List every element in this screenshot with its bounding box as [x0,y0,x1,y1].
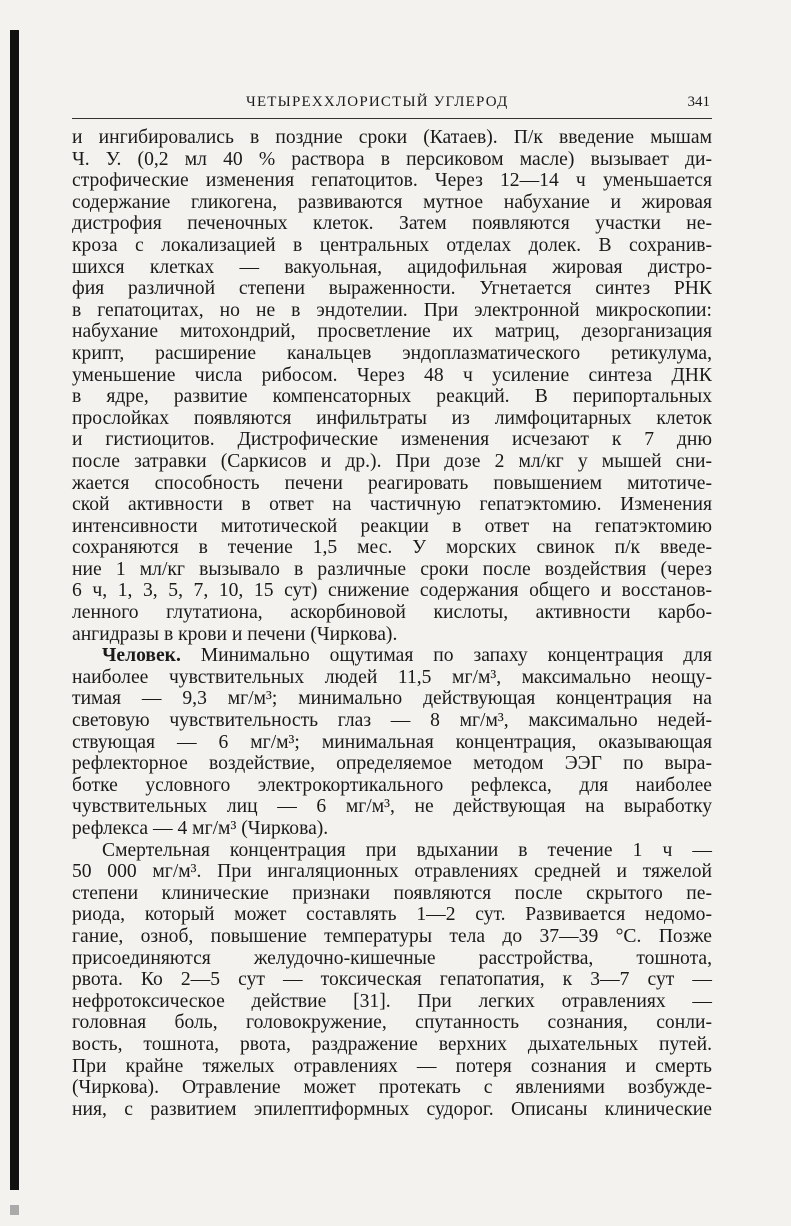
text-line: и ингибировались в поздние сроки (Катаев). П/к введение мышам [72,127,712,148]
page-binding-edge [10,30,19,1190]
text-line: интенсивности митотической реакции в ответ на гепатэктомию [72,515,712,537]
section-term: Человек. [102,645,181,667]
text-line: Ч. У. (0,2 мл 40 % раствора в персиковом масле) вызывает ди- [72,148,712,170]
text-line: жается способность печени реагировать повышением митотиче- [72,472,712,494]
text-line: световую чувствительность глаз — 8 мг/м³, максимально недей- [72,710,712,732]
text-line: и гистиоцитов. Дистрофические изменения исчезают к 7 дню [72,429,712,451]
text-line: ствующая — 6 мг/м³; минимальная концентрация, оказывающая [72,731,712,753]
text-line: При крайне тяжелых отравлениях — потеря сознания и смерть [72,1055,712,1077]
header-rule [72,118,712,119]
text-line: шихся клетках — вакуольная, ацидофильная жировая дистро- [72,256,712,278]
text-line: содержание гликогена, развиваются мутное набухание и жировая [72,191,712,213]
text-line: (Чиркова). Отравление может протекать с явлениями возбужде- [72,1077,712,1099]
text-line: головная боль, головокружение, спутанность сознания, сонли- [72,1012,712,1034]
text-line: нефротоксическое действие [31]. При легких отравлениях — [72,990,712,1012]
text-line: сохраняются в течение 1,5 мес. У морских свинок п/к введе- [72,537,712,559]
text-line: наиболее чувствительных людей 11,5 мг/м³, максимально неощу- [72,666,712,688]
text-line: риода, который может составлять 1—2 сут. Развивается недомо- [72,904,712,926]
text-line: рефлекса — 4 мг/м³ (Чиркова). [72,818,329,839]
text-line: ботке условного электрокортикального рефлекса, для наиболее [72,774,712,796]
text-line: набухание митохондрий, просветление их матриц, дезорганизация [72,321,712,343]
text-line: строфические изменения гепатоцитов. Через 12—14 ч уменьшается [72,170,712,192]
running-head: ЧЕТЫРЕХХЛОРИСТЫЙ УГЛЕРОД [246,94,509,110]
page-binding-edge-lower [10,1205,19,1215]
text-line: Смертельная концентрация при вдыхании в течение 1 ч — [102,839,712,861]
page-number: 341 [687,94,710,110]
body-text [72,127,712,1120]
text-line: фия различной степени выраженности. Угнетается синтез РНК [72,278,712,300]
text-line: ния, с развитием эпилептиформных судорог. Описаны клинические [72,1098,712,1120]
text-line: 6 ч, 1, 3, 5, 7, 10, 15 сут) снижение содержания общего и восстанов- [72,580,712,602]
text-line: рвота. Ко 2—5 сут — токсическая гепатопатия, к 3—7 сут — [72,969,712,991]
text-line: после затравки (Саркисов и др.). При дозе 2 мл/кг у мышей сни- [72,450,712,472]
text-line: в гепатоцитах, но не в эндотелии. При электронной микроскопии: [72,299,712,321]
text-line: ленного глутатиона, аскорбиновой кислоты, активности карбо- [72,602,712,624]
text-line: дистрофия печеночных клеток. Затем появляются участки не- [72,213,712,235]
text-line: в ядре, развитие компенсаторных реакций. В перипортальных [72,386,712,408]
text-line: присоединяются желудочно-кишечные расстройства, тошнота, [72,947,712,969]
text-line: уменьшение числа рибосом. Через 48 ч усиление синтеза ДНК [72,364,712,386]
text-line: гание, озноб, повышение температуры тела до 37—39 °С. Позже [72,925,712,947]
text-line: ние 1 мл/кг вызывало в различные сроки после воздействия (через [72,558,712,580]
text-line: тимая — 9,3 мг/м³; минимально действующая концентрация на [72,688,712,710]
paragraph-animal-effects [72,127,712,645]
page-header [72,92,712,114]
text-line: степени клинические признаки появляются после скрытого пе- [72,882,712,904]
text-line: чувствительных лиц — 6 мг/м³, не действующая на выработку [72,796,712,818]
text-line: 50 000 мг/м³. При ингаляционных отравлениях средней и тяжелой [72,861,712,883]
paragraph-human-effects [72,645,712,839]
text-line: вость, тошнота, рвота, раздражение верхних дыхательных путей. [72,1033,712,1055]
text-line: крипт, расширение канальцев эндоплазматического ретикулума, [72,342,712,364]
text-line [72,645,712,667]
text-line: прослойках появляются инфильтраты из лимфоцитарных клеток [72,407,712,429]
text-line: кроза с локализацией в центральных отделах долек. В сохранив- [72,234,712,256]
text-line: ангидразы в крови и печени (Чиркова). [72,623,398,645]
text-line: рефлекторное воздействие, определяемое методом ЭЭГ по выра- [72,753,712,775]
paragraph-lethal-concentration [72,840,712,1121]
text-run: Минимально ощутимая по запаху концентрация для [180,645,712,667]
text-line: ской активности в ответ на частичную гепатэктомию. Изменения [72,494,712,516]
